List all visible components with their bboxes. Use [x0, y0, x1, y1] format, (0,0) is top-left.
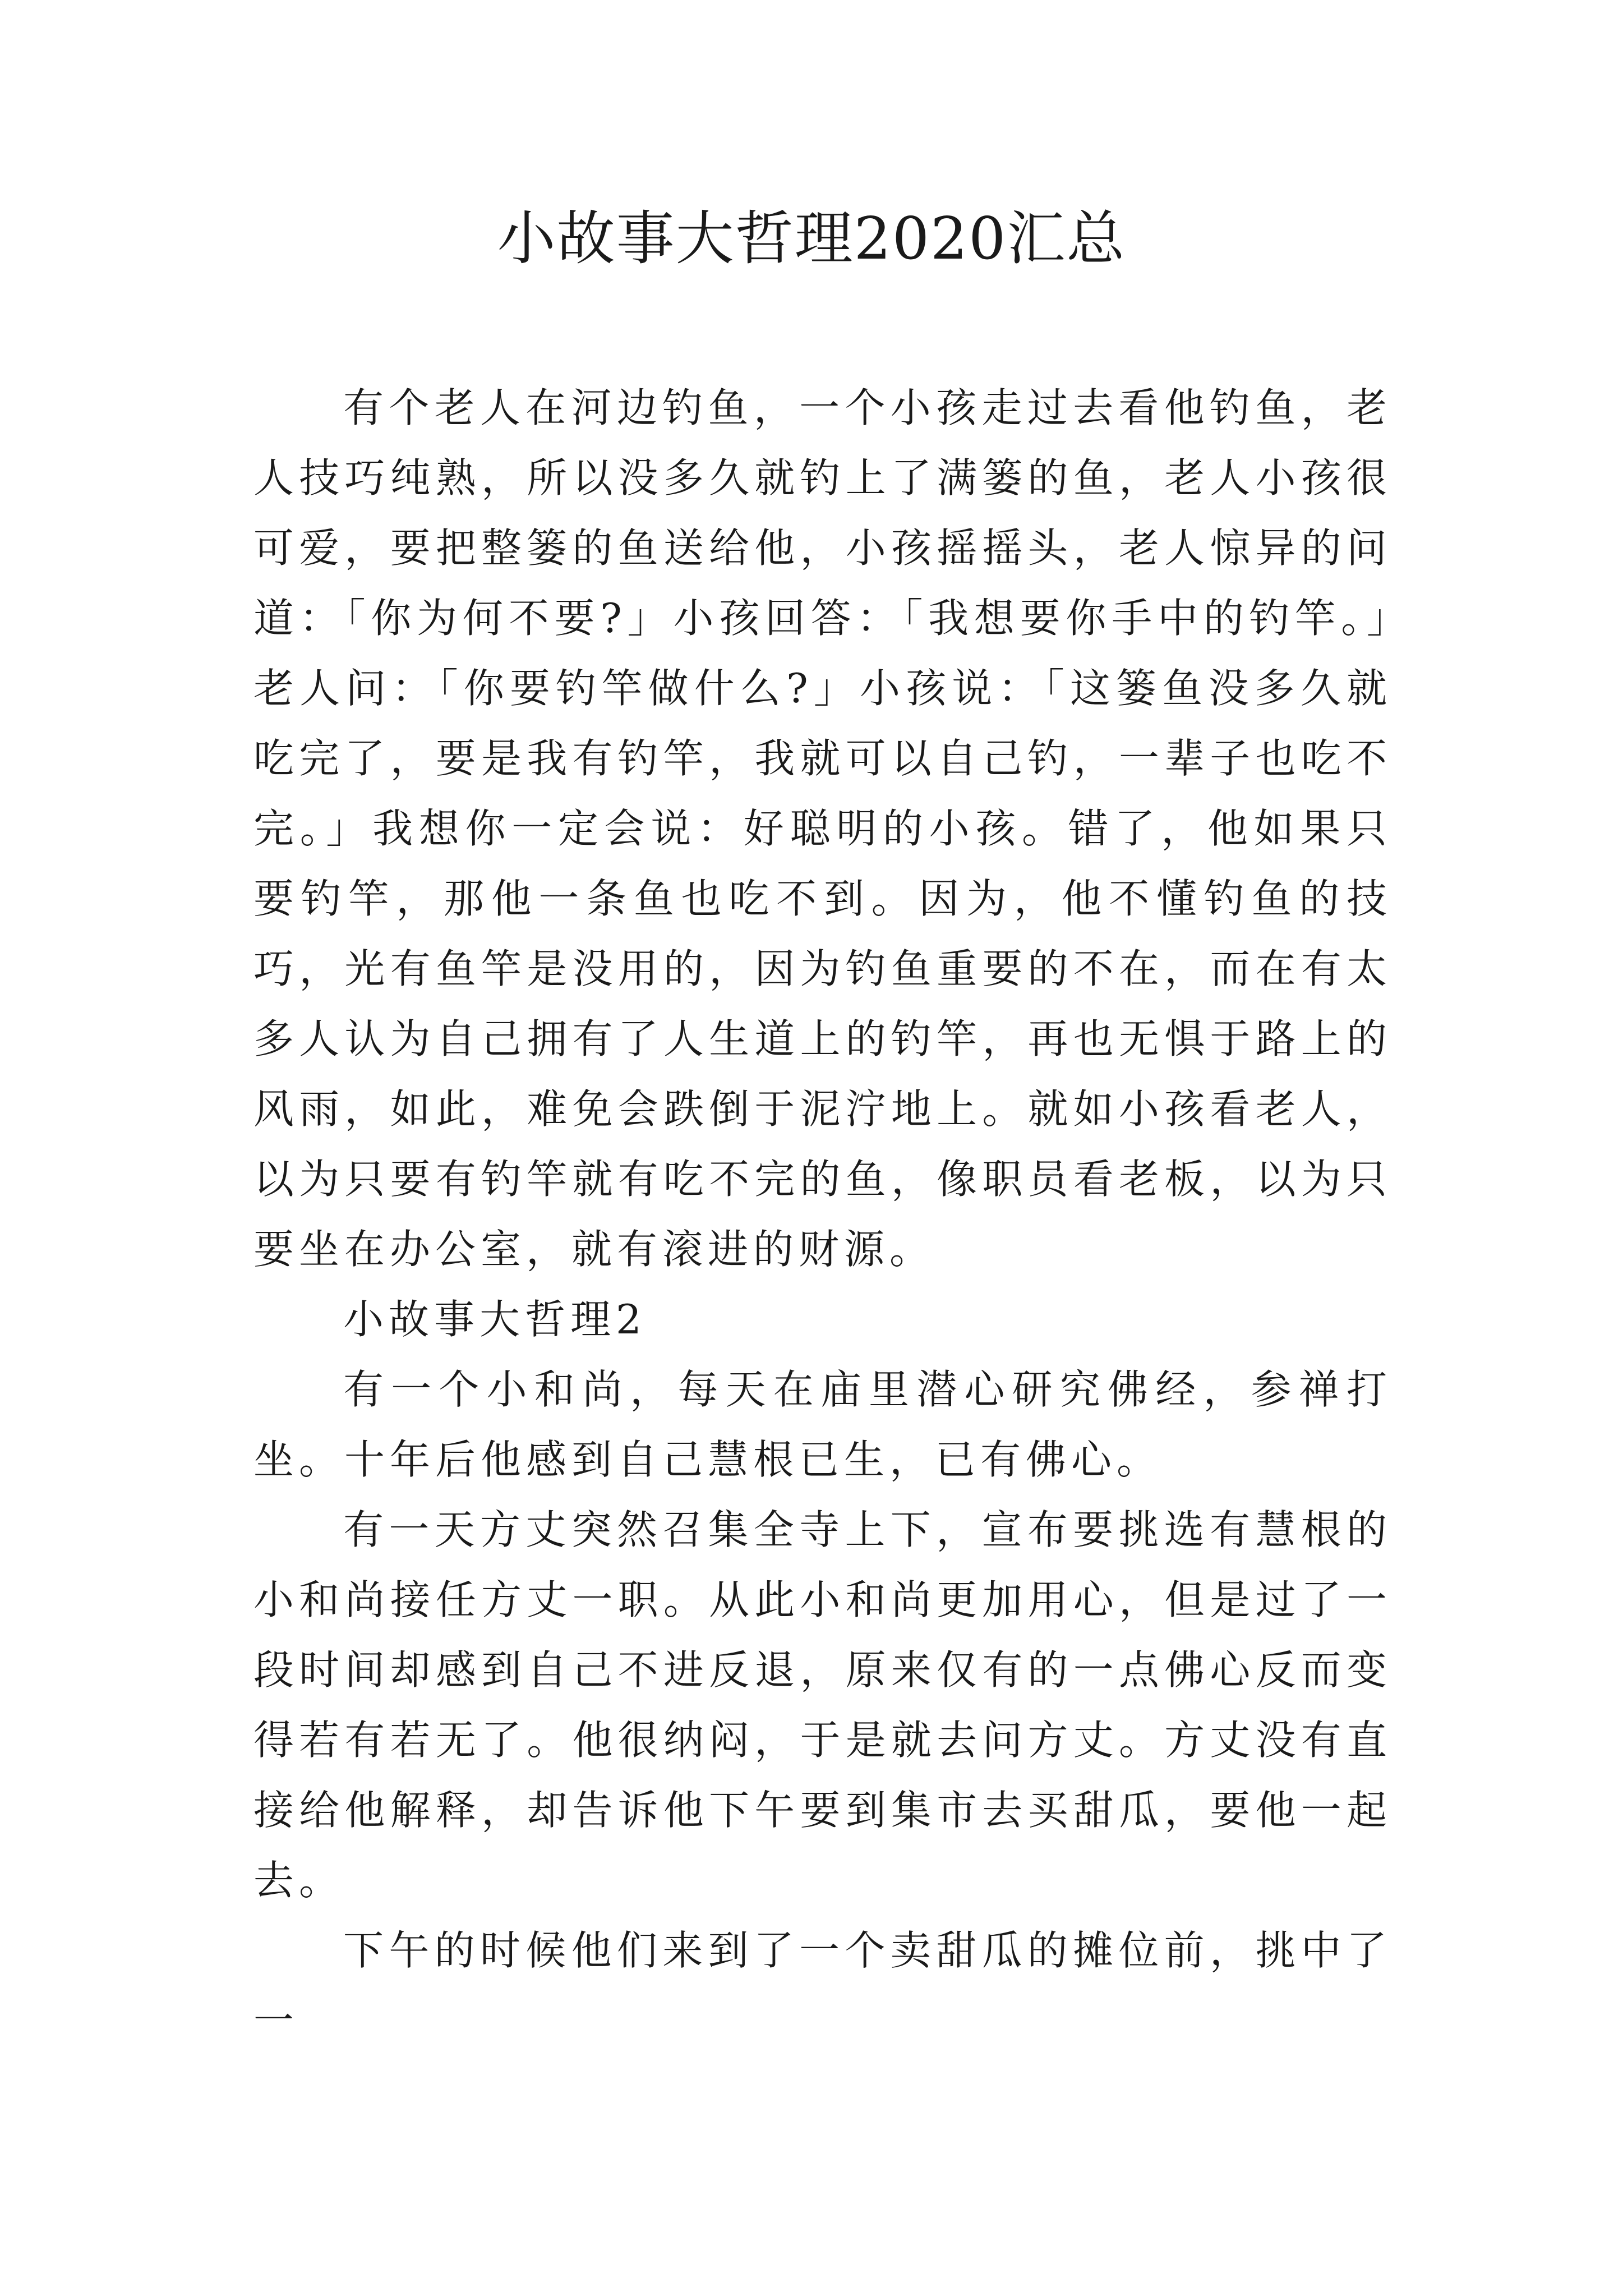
section-heading: 小故事大哲理2 — [343, 1296, 647, 1343]
paragraph: 有个老人在河边钓鱼，一个小孩走过去看他钓鱼，老人技巧纯熟，所以没多久就钓上了满篓的鱼，老人小孩很可爱，要把整篓的鱼送给他，小孩摇摇头，老人惊异的问道：「你为何不要?」小孩回答：「我想要你手中的钓竿。」老人问：「你要钓竿做什么?」小孩说：「这篓鱼没多久就吃完了，要是我有钓竿，我就可以自己钓，一辈子也吃不完。」我想你一定会说：好聪明的小孩。错了，他如果只要钓竿，那他一条鱼也吃不到。因为，他不懂钓鱼的技巧，光有鱼竿是没用的，因为钓鱼重要的不在，而在有太多人认为自己拥有了人生道上的钓竿，再也无惧于路上的风雨，如此，难免会跌倒于泥泞地上。就如小孩看老人，以为只要有钓竿就有吃不完的鱼，像职员看老板，以为只要坐在办公室，就有滚进的财源。 — [253, 384, 1392, 1273]
paragraph: 有一天方丈突然召集全寺上下，宣布要挑选有慧根的小和尚接任方丈一职。从此小和尚更加用心，但是过了一段时间却感到自己不进反退，原来仅有的一点佛心反而变得若有若无了。他很纳闷，于是就去问方丈。方丈没有直接给他解释，却告诉他下午要到集市去买甜瓜，要他一起去。 — [253, 1506, 1392, 1904]
paragraph: 有一个小和尚，每天在庙里潜心研究佛经，参禅打坐。十年后他感到自己慧根已生，已有佛心。 — [253, 1366, 1392, 1483]
document-title: 小故事大哲理2020汇总 — [497, 204, 1126, 273]
document-body — [253, 373, 1392, 2056]
paragraph: 下午的时候他们来到了一个卖甜瓜的摊位前，挑中了一 — [253, 1927, 1392, 2044]
